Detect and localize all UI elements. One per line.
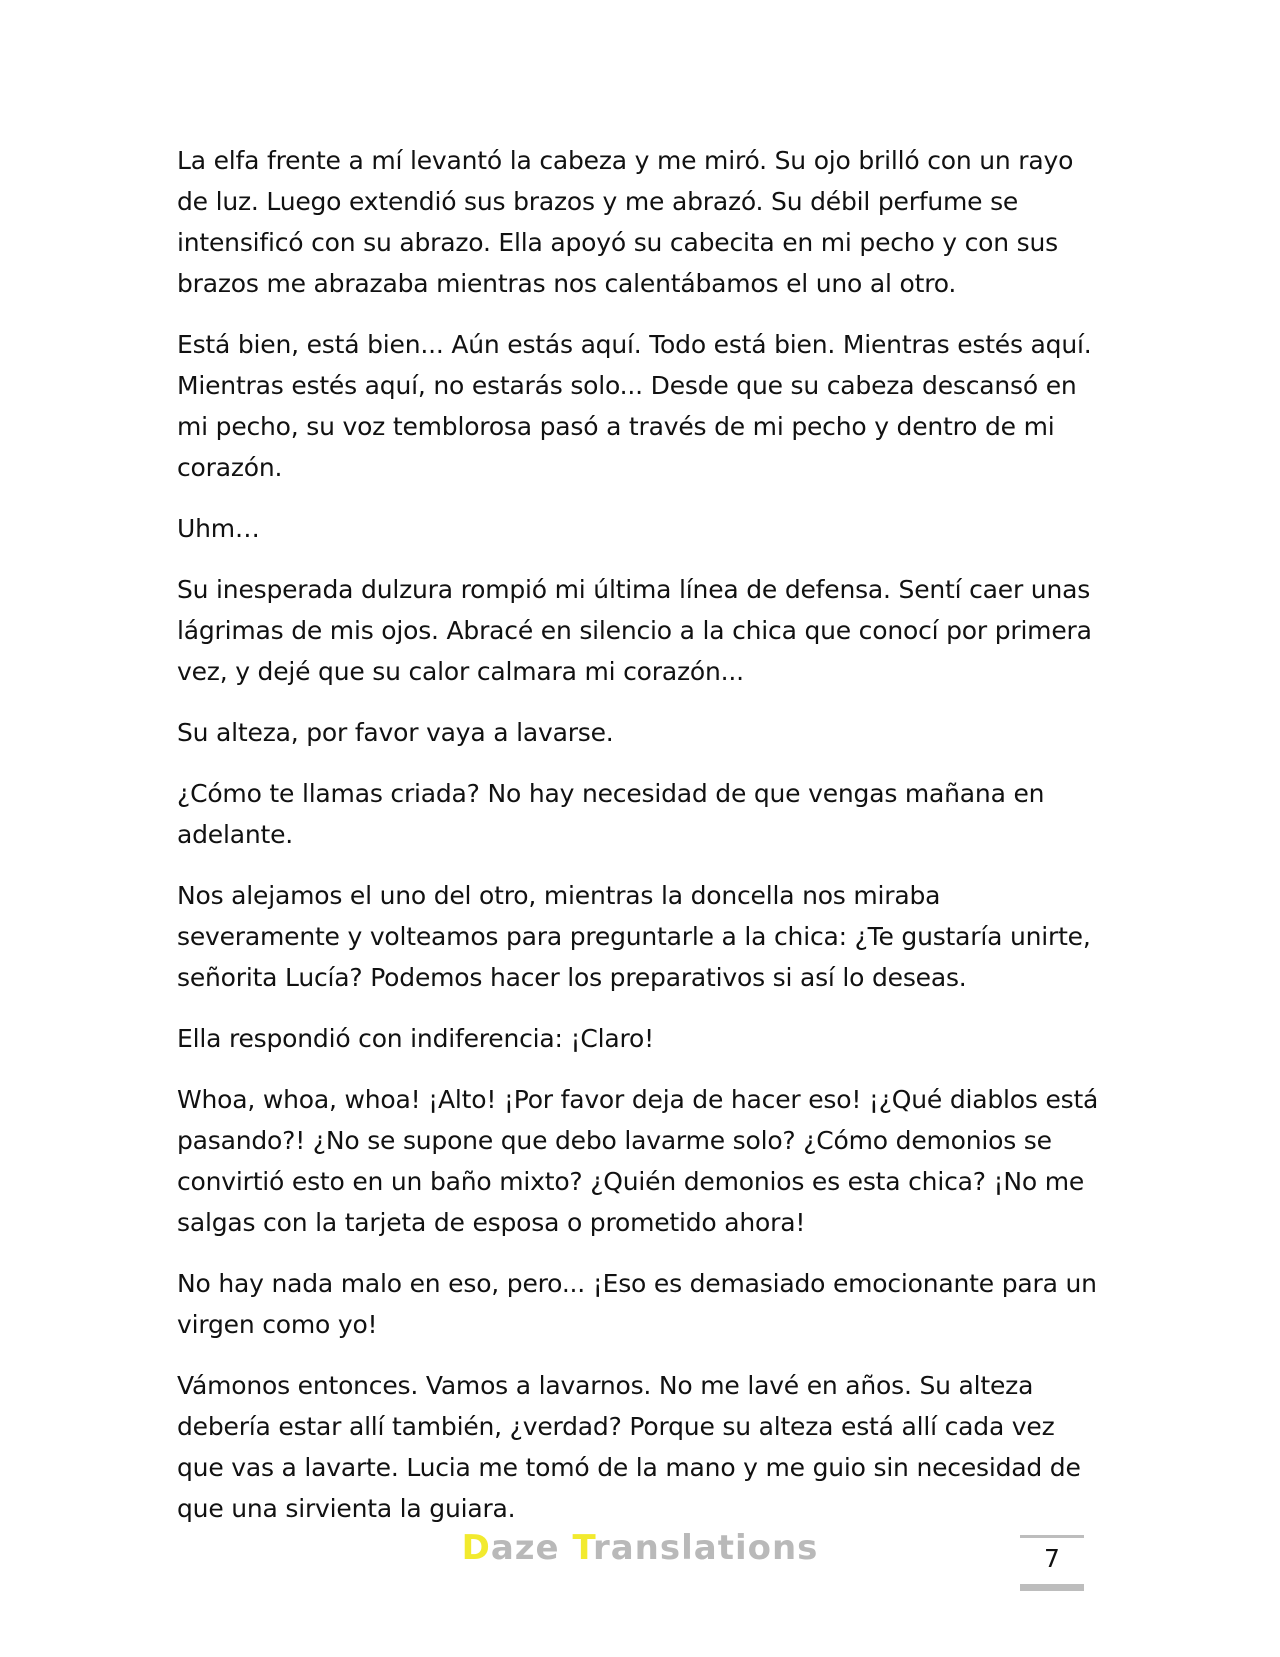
page-number-bottom-rule <box>1020 1584 1084 1591</box>
paragraph: Whoa, whoa, whoa! ¡Alto! ¡Por favor deja de hacer eso! ¡¿Qué diablos está pasando?! ¿No se supone que debo lavarme solo? ¿Cómo demonios se convirtió esto en un baño mixto? ¿Quién demonios es esta chica? ¡No me salgas con la tarjeta de esposa o prometido ahora! <box>177 1085 1099 1237</box>
paragraph: Está bien, está bien... Aún estás aquí. Todo está bien. Mientras estés aquí. Mientras estés aquí, no estarás solo... Desde que su cabeza descansó en mi pecho, su voz temblorosa pasó a través de mi pecho y dentro de mi corazón. <box>177 330 1092 482</box>
footer-brand-logo <box>0 1528 1280 1568</box>
paragraph: No hay nada malo en eso, pero... ¡Eso es demasiado emocionante para un virgen como yo! <box>177 1269 1097 1339</box>
brand-text-ranslations: ranslations <box>592 1528 819 1568</box>
brand-letter-t: T <box>572 1528 593 1568</box>
page-number-top-rule <box>1020 1535 1084 1538</box>
paragraph: ¿Cómo te llamas criada? No hay necesidad de que vengas mañana en adelante. <box>177 779 1045 849</box>
paragraph: Uhm… <box>177 514 260 543</box>
paragraph: Su alteza, por favor vaya a lavarse. <box>177 718 614 747</box>
page-number: 7 <box>1044 1544 1060 1573</box>
paragraph: La elfa frente a mí levantó la cabeza y me miró. Su ojo brilló con un rayo de luz. Luego extendió sus brazos y me abrazó. Su débil perfume se intensificó con su abrazo. Ella apoyó su cabecita en mi pecho y con sus brazos me abrazaba mientras nos calentábamos el uno al otro. <box>177 146 1074 298</box>
paragraph: Vámonos entonces. Vamos a lavarnos. No me lavé en años. Su alteza debería estar allí también, ¿verdad? Porque su alteza está allí cada vez que vas a lavarte. Lucia me tomó de la mano y me guio sin necesidad de que una sirvienta la guiara. <box>177 1371 1081 1523</box>
paragraph: Su inesperada dulzura rompió mi última línea de defensa. Sentí caer unas lágrimas de mis ojos. Abracé en silencio a la chica que conocí por primera vez, y dejé que su calor calmara mi corazón... <box>177 575 1092 686</box>
brand-letter-d: D <box>461 1528 491 1568</box>
paragraph: Nos alejamos el uno del otro, mientras la doncella nos miraba severamente y volteamos para preguntarle a la chica: ¿Te gustaría unirte, señorita Lucía? Podemos hacer los preparativos si así lo deseas. <box>177 881 1091 992</box>
body-text <box>177 140 1107 1549</box>
page-number-box <box>1020 1535 1084 1591</box>
brand-text-aze: aze <box>490 1528 573 1568</box>
paragraph: Ella respondió con indiferencia: ¡Claro! <box>177 1024 654 1053</box>
